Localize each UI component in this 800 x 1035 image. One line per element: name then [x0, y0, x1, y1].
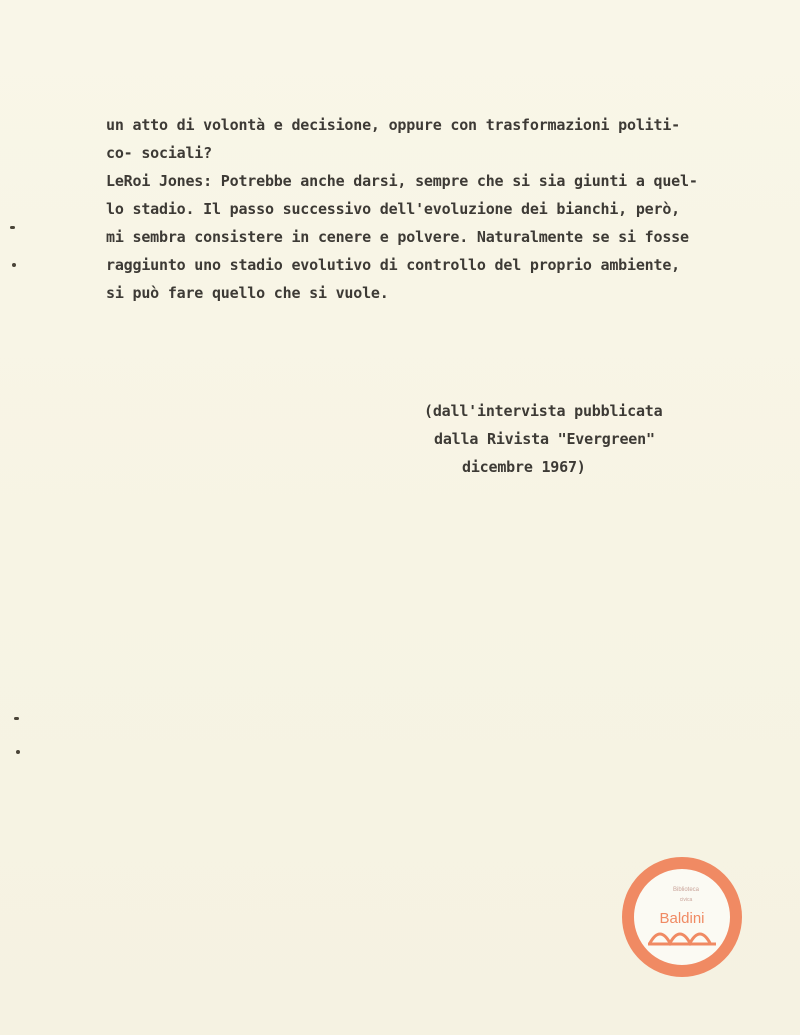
- margin-speck: [16, 750, 20, 754]
- body-line-2: co- sociali?: [106, 144, 212, 162]
- body-line-4: lo stadio. Il passo successivo dell'evoluzione dei bianchi, però,: [106, 200, 680, 218]
- body-line-1: un atto di volontà e decisione, oppure con trasformazioni politi-: [106, 116, 680, 134]
- citation-line-2: dalla Rivista "Evergreen": [434, 430, 655, 448]
- svg-text:Biblioteca: Biblioteca: [672, 887, 700, 893]
- body-line-3: LeRoi Jones: Potrebbe anche darsi, sempre che si sia giunti a quel-: [106, 172, 698, 190]
- library-stamp: [620, 855, 744, 979]
- stamp-logo-graphic: [620, 855, 744, 979]
- margin-speck: [12, 263, 16, 267]
- citation-line-3: dicembre 1967): [462, 458, 586, 476]
- svg-text:Baldini: Baldini: [659, 910, 705, 927]
- citation-line-1: (dall'intervista pubblicata: [424, 402, 663, 420]
- margin-speck: [10, 226, 15, 229]
- svg-text:civica: civica: [679, 897, 693, 903]
- margin-speck: [14, 717, 19, 720]
- body-line-6: raggiunto uno stadio evolutivo di controllo del proprio ambiente,: [106, 256, 680, 274]
- body-line-5: mi sembra consistere in cenere e polvere. Naturalmente se si fosse: [106, 228, 689, 246]
- body-line-7: si può fare quello che si vuole.: [106, 284, 389, 302]
